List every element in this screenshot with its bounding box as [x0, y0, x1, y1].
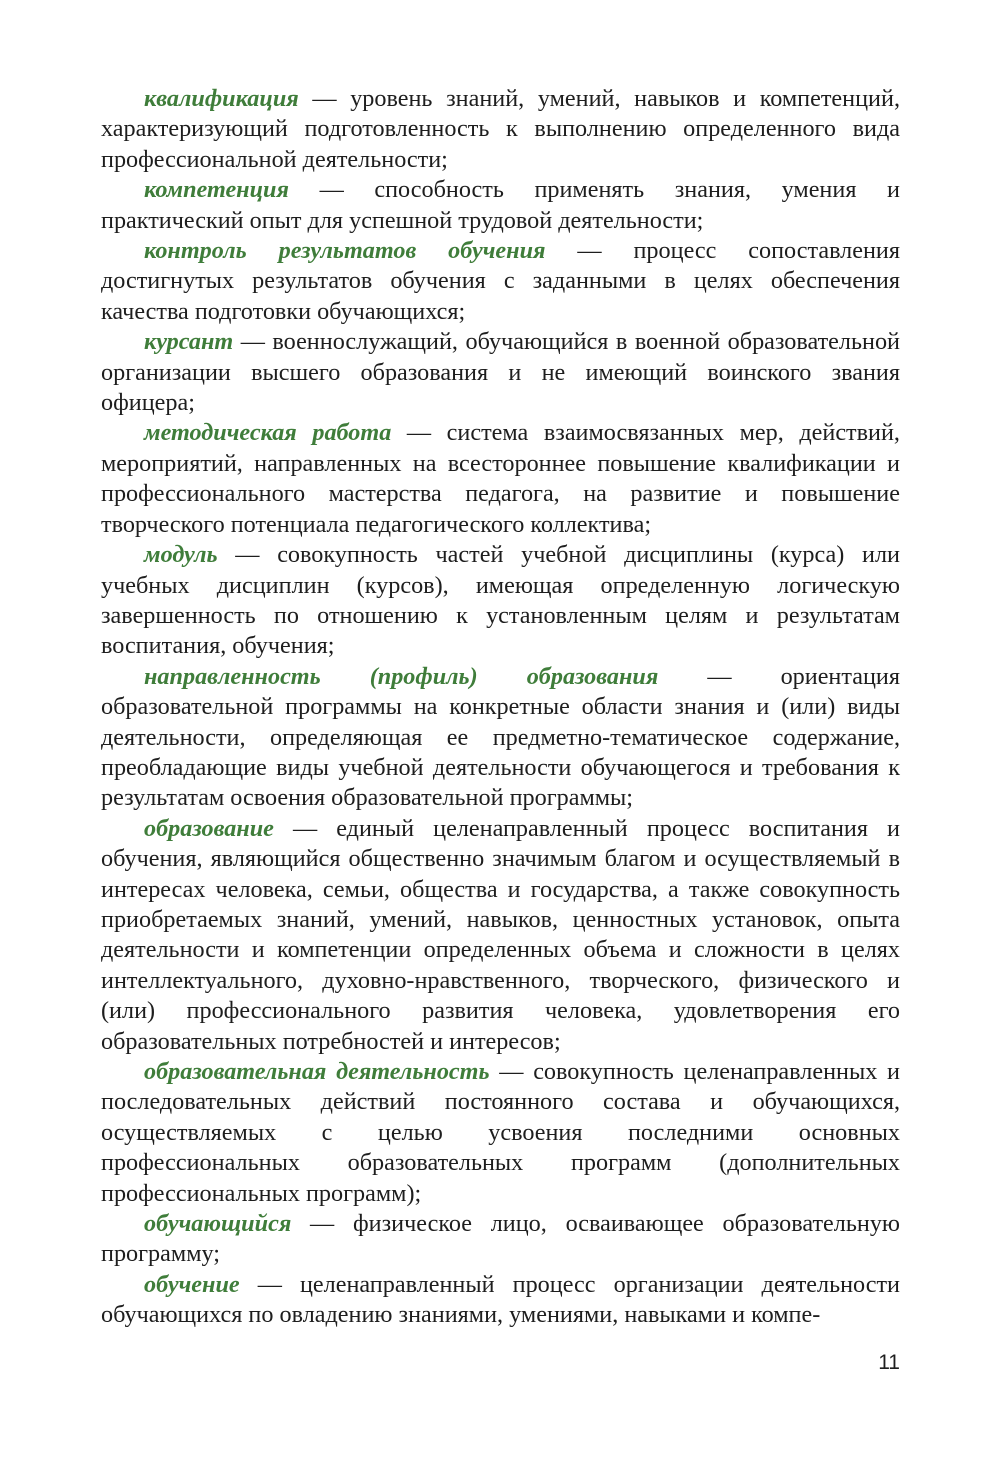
glossary-term: модуль	[144, 541, 218, 569]
glossary-definition: — военнослужащий, обучающийся в военной образовательной организации высшего образования и не имеющий воинского звания офицера;	[101, 328, 900, 417]
glossary-entry	[101, 1209, 900, 1270]
glossary-entry	[101, 175, 900, 236]
glossary-entry	[101, 418, 900, 540]
glossary-term: образование	[144, 814, 274, 842]
glossary-entry	[101, 1057, 900, 1209]
glossary-definition: — уровень знаний, умений, навыков и компетенций, характеризующий подготовленность к выполнению определенного вида профессиональной деятельности;	[101, 85, 900, 173]
glossary-term: квалификация	[144, 85, 299, 112]
glossary-entry	[101, 662, 900, 814]
glossary-term: курсант	[144, 328, 234, 356]
glossary-definition: — единый целенаправленный процесс воспитания и обучения, являющийся общественно значимым благом и осуществляемый в интересах человека, семьи, общества и государства, а также совокупность приобретаемых знаний, умений, навыков, ценностных установок, опыта деятельности и компетенции определенных объема и сложности в целях интеллектуального, духовно-нравственного, творческого, физического и (или) профессионального развития человека, удовлетворения его образовательных потребностей и интересов;	[101, 814, 900, 1055]
glossary-term: обучающийся	[144, 1210, 292, 1238]
glossary-page	[101, 84, 900, 1331]
glossary-definition: — физическое лицо, осваивающее образовательную программу;	[101, 1210, 900, 1268]
glossary-term: направленность (профиль) образования	[144, 662, 659, 690]
glossary-definition: — ориентация образовательной программы на конкретные области знания и (или) виды деятельности, определяющая ее предметно-тематическое содержание, преобладающие виды учебной деятельности обучающегося и требования к результатам освоения образовательной программы;	[101, 662, 900, 812]
glossary-definition: — процесс сопоставления достигнутых результатов обучения с заданными в целях обеспечения качества подготовки обучающихся;	[101, 237, 900, 325]
glossary-entry	[101, 540, 900, 662]
glossary-entry	[101, 236, 900, 327]
glossary-entry	[101, 1270, 900, 1331]
page-number: 11	[878, 1351, 900, 1374]
glossary-definition: — целенаправленный процесс организации деятельности обучающихся по овладению знаниями, умениями, навыками и компе-	[101, 1270, 900, 1329]
glossary-term: контроль результатов обучения	[144, 237, 546, 265]
glossary-definition: — совокупность целенаправленных и последовательных действий постоянного состава и обучающихся, осуществляемых с целью усвоения последними основных профессиональных образовательных программ (дополнительных профессиональных программ);	[101, 1058, 900, 1207]
glossary-definition: — система взаимосвязанных мер, действий, мероприятий, направленных на всестороннее повышение квалификации и профессионального мастерства педагога, на развитие и повышение творческого потенциала педагогического коллектива;	[101, 419, 900, 538]
glossary-definition: — совокупность частей учебной дисциплины (курса) или учебных дисциплин (курсов), имеющая определенную логическую завершенность по отношению к установленным целям и результатам воспитания, обучения;	[101, 541, 900, 660]
glossary-term: обучение	[144, 1270, 240, 1298]
glossary-entry	[101, 327, 900, 418]
glossary-definition: — способность применять знания, умения и практический опыт для успешной трудовой деятельности;	[101, 176, 900, 234]
glossary-entry	[101, 814, 900, 1057]
glossary-entry	[101, 84, 900, 175]
glossary-term: образовательная деятельность	[144, 1058, 490, 1085]
glossary-term: компетенция	[144, 176, 289, 204]
glossary-term: методическая работа	[144, 419, 392, 447]
